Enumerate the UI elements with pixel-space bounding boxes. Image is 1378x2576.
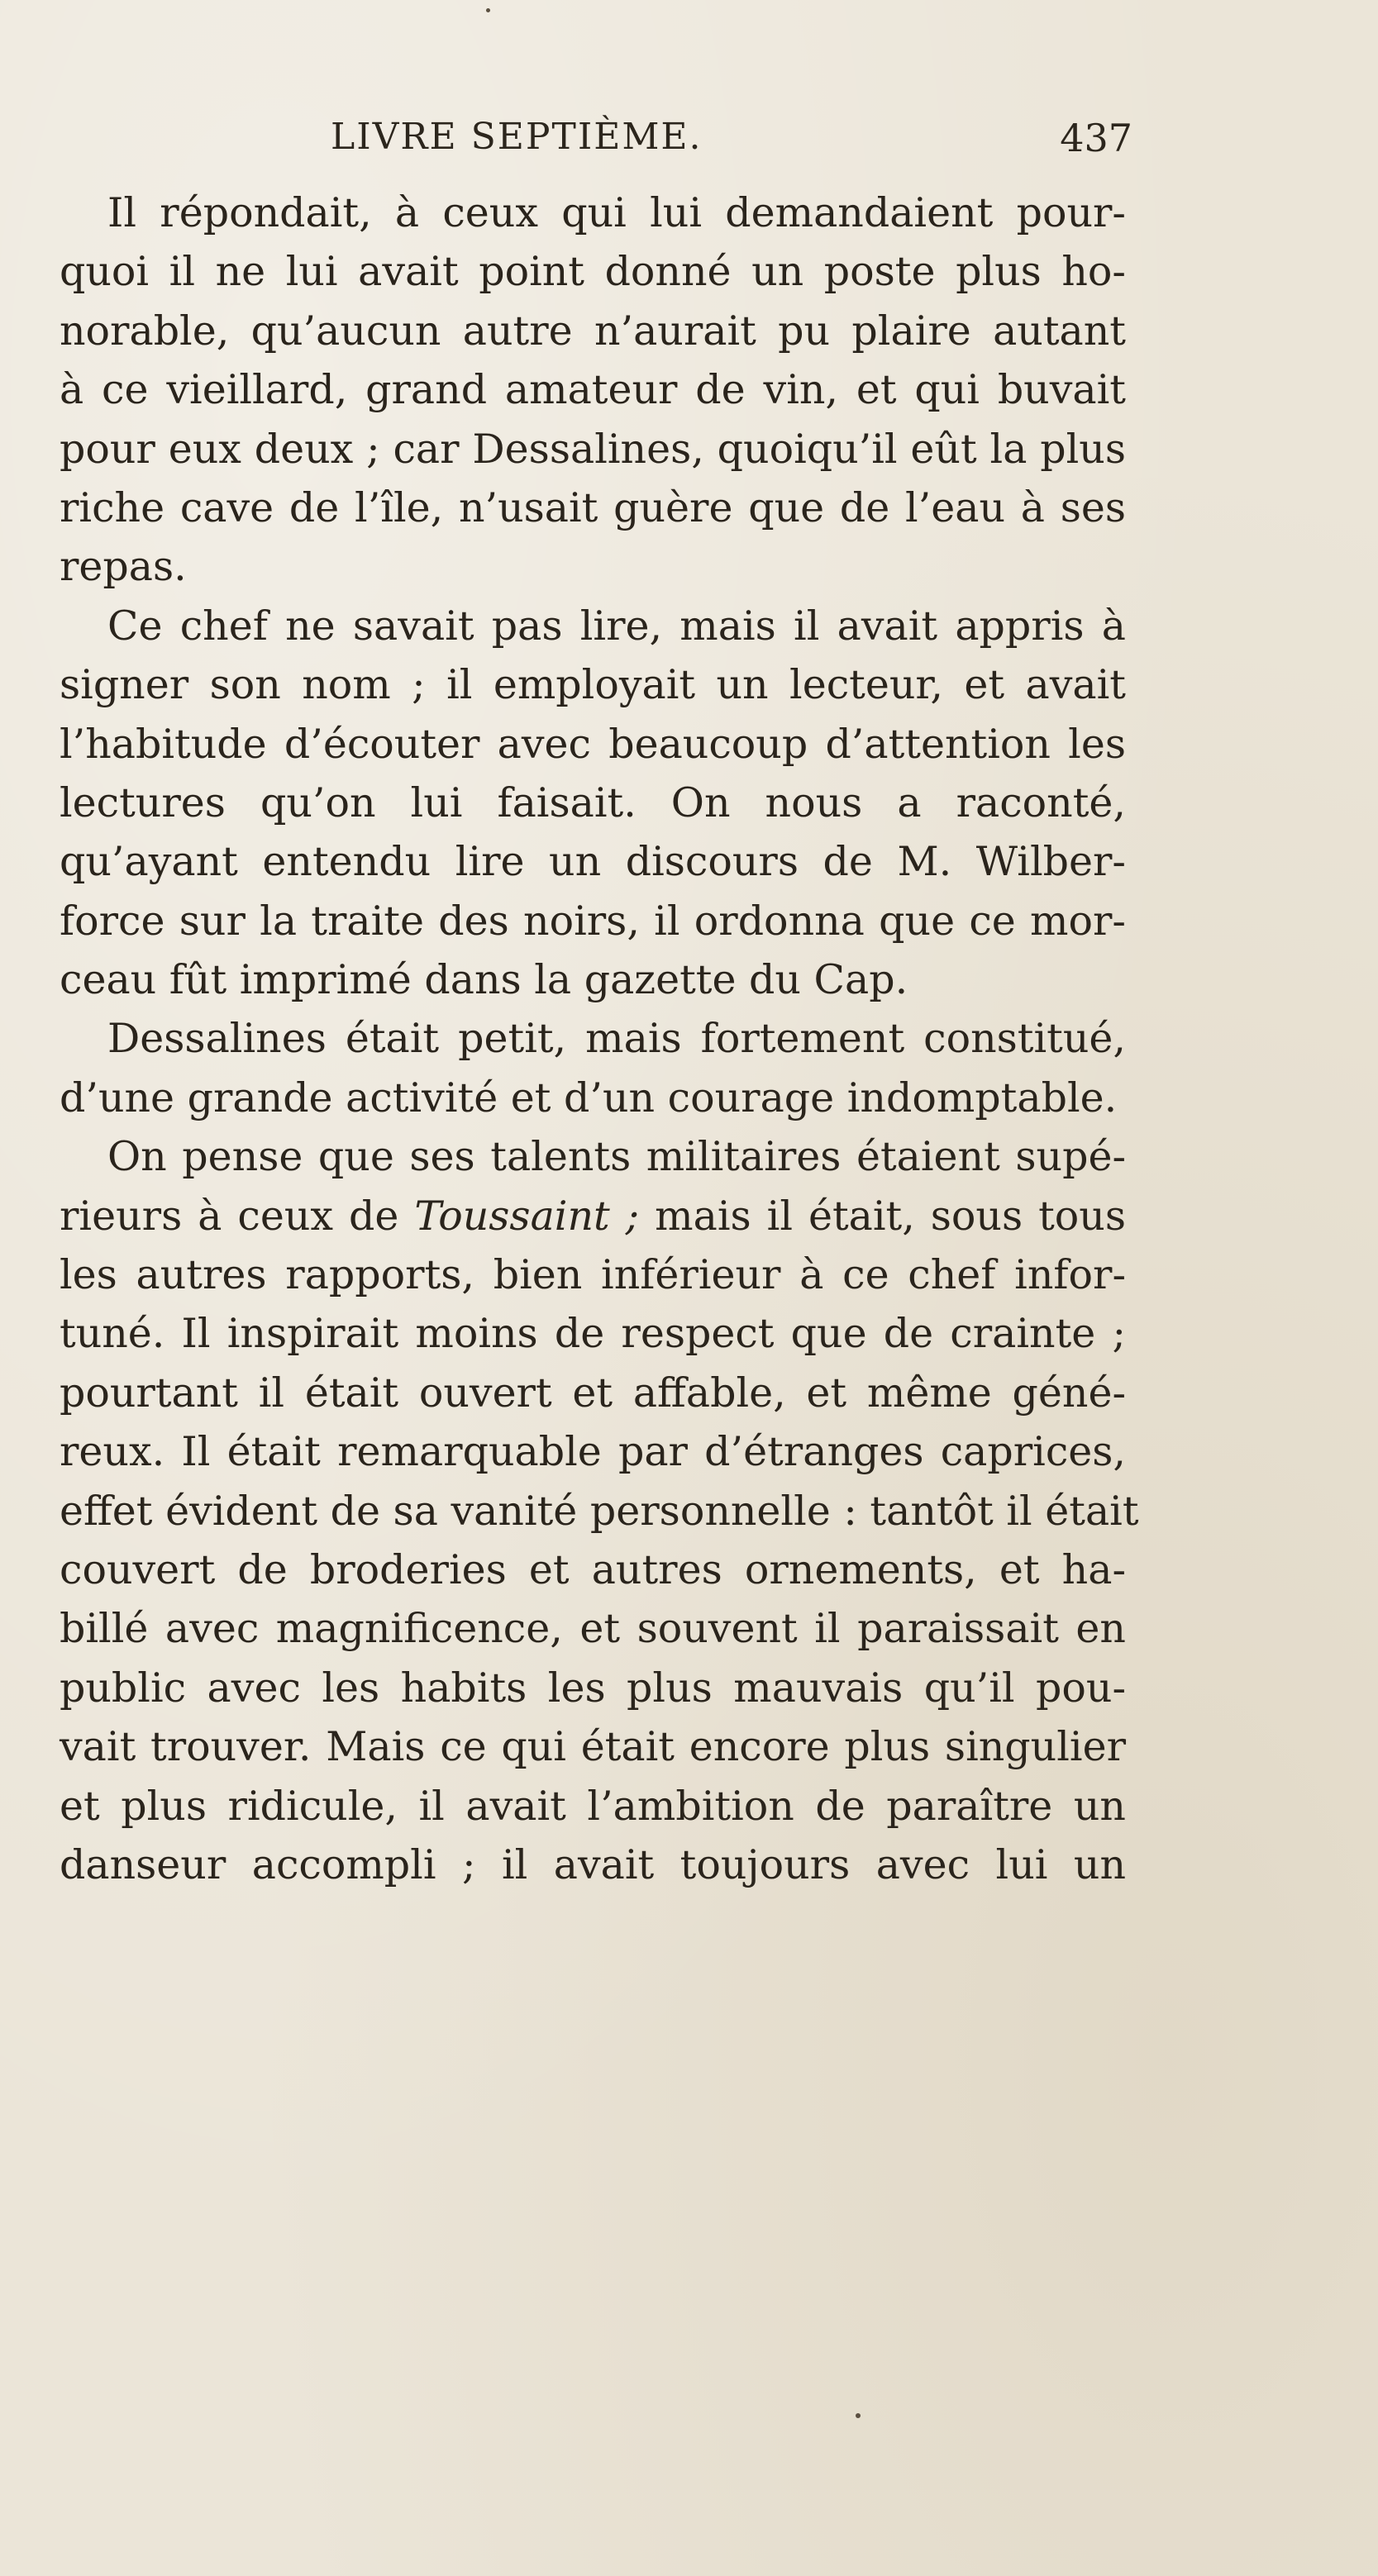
- paper-speck: [486, 8, 490, 12]
- text-line: effet évident de sa vanité personnelle : tantôt il était: [60, 1487, 1139, 1535]
- text-line: lectures qu’on lui faisait. On nous a raconté,: [60, 779, 1126, 826]
- text-line: vait trouver. Mais ce qui était encore plus singulier: [60, 1723, 1126, 1771]
- page-number: 437: [1060, 116, 1132, 160]
- text-line: tuné. Il inspirait moins de respect que de crainte ;: [60, 1310, 1126, 1358]
- italic-name: Toussaint ;: [414, 1192, 640, 1240]
- text-line: d’une grande activité et d’un courage indomptable.: [60, 1074, 1118, 1121]
- running-title: LIVRE SEPTIÈME.: [331, 116, 703, 158]
- text-line: l’habitude d’écouter avec beaucoup d’attention les: [60, 720, 1126, 768]
- text-line: les autres rapports, bien inférieur à ce chef infor-: [60, 1251, 1126, 1299]
- text-line: signer son nom ; il employait un lecteur, et avait: [60, 661, 1126, 709]
- text-line: [60, 1187, 1126, 1245]
- text-line: quoi il ne lui avait point donné un poste plus ho-: [60, 248, 1126, 296]
- text-line: pour eux deux ; car Dessalines, quoiqu’il eût la plus: [60, 425, 1126, 473]
- paper-speck: [856, 2413, 861, 2418]
- text-line: Ce chef ne savait pas lire, mais il avait appris à: [107, 602, 1126, 650]
- text-line: Dessalines était petit, mais fortement constitué,: [107, 1015, 1126, 1063]
- text-line: à ce vieillard, grand amateur de vin, et qui buvait: [60, 366, 1126, 414]
- text-line: force sur la traite des noirs, il ordonna que ce mor-: [60, 897, 1126, 945]
- running-head: [66, 116, 1132, 165]
- text-line: norable, qu’aucun autre n’aurait pu plaire autant: [60, 307, 1126, 355]
- text-segment: rieurs à ceux de: [60, 1192, 415, 1240]
- paragraph: [60, 1009, 1126, 1127]
- paragraph: [60, 183, 1126, 597]
- text-line: danseur accompli ; il avait toujours avec lui un: [60, 1840, 1126, 1888]
- text-line: riche cave de l’île, n’usait guère que de l’eau à ses: [60, 483, 1126, 531]
- text-line: billé avec magnificence, et souvent il paraissait en: [60, 1605, 1126, 1653]
- text-line: couvert de broderies et autres ornements, et ha-: [60, 1545, 1126, 1593]
- text-line: repas.: [60, 543, 187, 591]
- text-line: public avec les habits les plus mauvais qu’il pou-: [60, 1664, 1126, 1712]
- text-line: ceau fût imprimé dans la gazette du Cap.: [60, 956, 908, 1004]
- text-line: Il répondait, à ceux qui lui demandaient pour-: [107, 189, 1126, 236]
- paragraph: [60, 597, 1126, 1010]
- body-text: [60, 183, 1139, 1894]
- text-line: qu’ayant entendu lire un discours de M. Wilber-: [60, 838, 1126, 886]
- text-line: pourtant il était ouvert et affable, et même géné-: [60, 1369, 1126, 1417]
- paragraph: [60, 1127, 1139, 1894]
- text-line: reux. Il était remarquable par d’étranges caprices,: [60, 1428, 1126, 1476]
- text-line: et plus ridicule, il avait l’ambition de paraître un: [60, 1782, 1126, 1830]
- text-segment: mais il était, sous tous: [639, 1192, 1127, 1240]
- text-line: On pense que ses talents militaires étaient supé-: [107, 1133, 1126, 1181]
